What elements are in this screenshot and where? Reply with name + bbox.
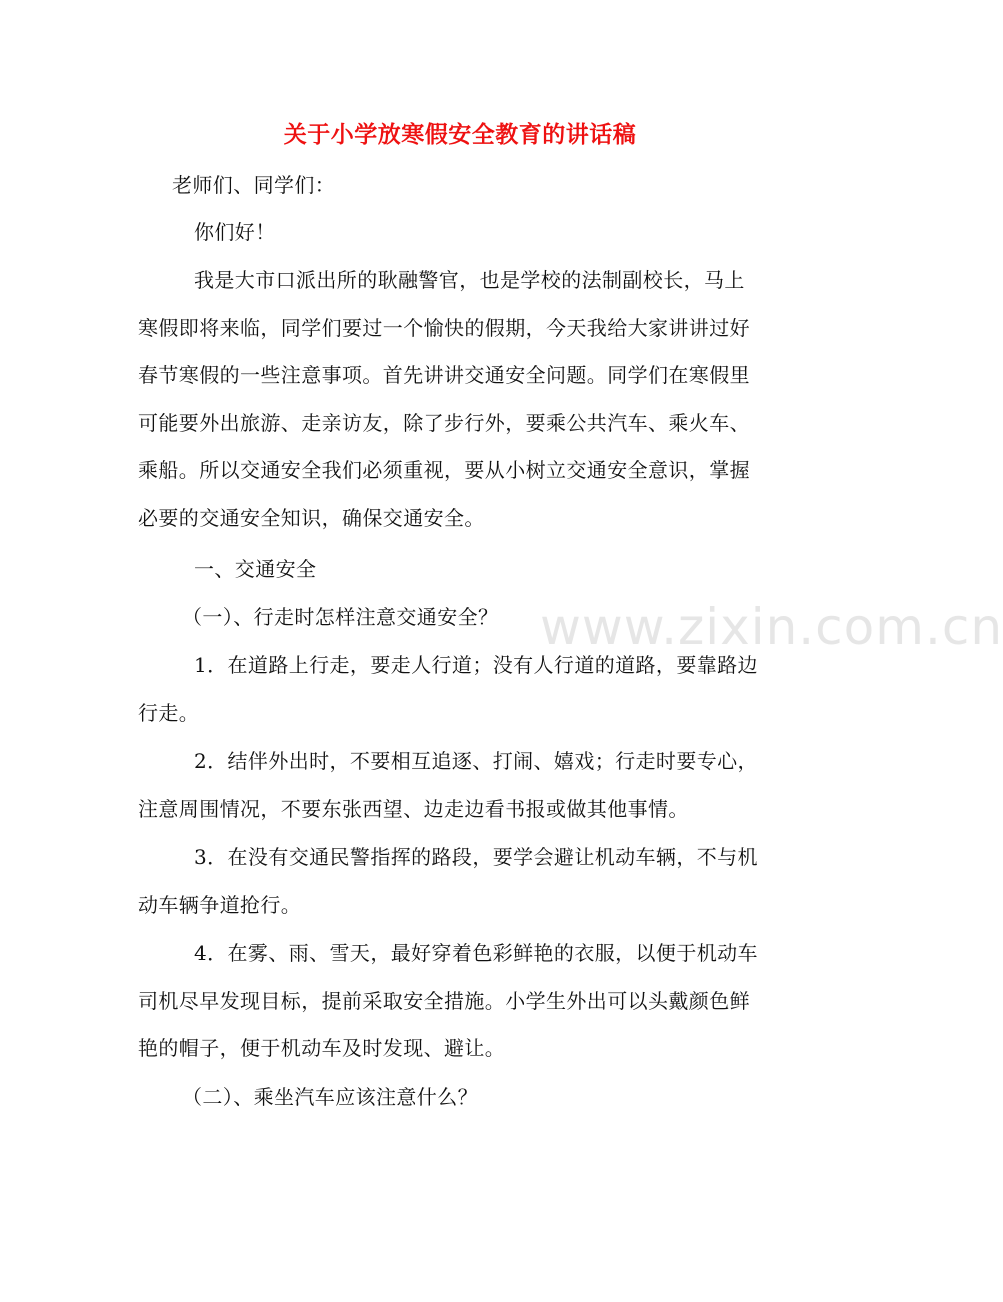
hello-paragraph <box>138 209 786 257</box>
intro-paragraph <box>138 257 786 542</box>
paragraph-line: 可能要外出旅游、走亲访友，除了步行外，要乘公共汽车、乘火车、 <box>138 410 750 435</box>
subsection-heading-text: （一）、行走时怎样注意交通安全？ <box>182 605 499 629</box>
paragraph-line: 必要的交通安全知识，确保交通安全。 <box>138 505 485 530</box>
greeting <box>138 162 786 210</box>
greeting-line: 老师们、同学们： <box>172 173 336 197</box>
paragraph-line: 2．结伴外出时，不要相互追逐、打闹、嬉戏；行走时要专心， <box>194 749 758 773</box>
paragraph-line: 司机尽早发现目标，提前采取安全措施。小学生外出可以头戴颜色鲜 <box>138 988 750 1013</box>
paragraph-line: 注意周围情况，不要东张西望、边走边看书报或做其他事情。 <box>138 796 689 821</box>
subsection-heading <box>138 1074 786 1122</box>
list-item-4 <box>138 930 786 1073</box>
paragraph-line: 艳的帽子，便于机动车及时发现、避让。 <box>138 1036 506 1060</box>
document-title: 关于小学放寒假安全教育的讲话稿 <box>283 121 637 148</box>
watermark: www.zixin.com.cn <box>540 598 1003 656</box>
section-heading <box>138 546 786 594</box>
paragraph-line: 乘船。所以交通安全我们必须重视，要从小树立交通安全意识，掌握 <box>138 458 750 482</box>
list-item-1 <box>138 642 786 737</box>
paragraph-line: 4．在雾、雨、雪天，最好穿着色彩鲜艳的衣服，以便于机动车 <box>194 941 758 965</box>
paragraph-line: 行走。 <box>138 700 200 725</box>
paragraph-line: 3．在没有交通民警指挥的路段，要学会避让机动车辆，不与机 <box>194 845 758 869</box>
paragraph-line: 1．在道路上行走，要走人行道；没有人行道的道路，要靠路边 <box>194 653 758 677</box>
subsection-heading <box>138 594 786 642</box>
list-item-3 <box>138 834 786 929</box>
paragraph-line: 春节寒假的一些注意事项。首先讲讲交通安全问题。同学们在寒假里 <box>138 363 750 387</box>
paragraph-line: 动车辆争道抢行。 <box>138 892 302 917</box>
hello-line: 你们好！ <box>194 220 276 244</box>
paragraph-line: 我是大市口派出所的耿融警官，也是学校的法制副校长，马上 <box>194 268 745 292</box>
list-item-2 <box>138 738 786 833</box>
subsection-heading-text: （二）、乘坐汽车应该注意什么？ <box>182 1085 478 1109</box>
paragraph-line: 寒假即将来临，同学们要过一个愉快的假期，今天我给大家讲讲过好 <box>138 315 750 340</box>
section-heading-text: 一、交通安全 <box>194 557 317 581</box>
